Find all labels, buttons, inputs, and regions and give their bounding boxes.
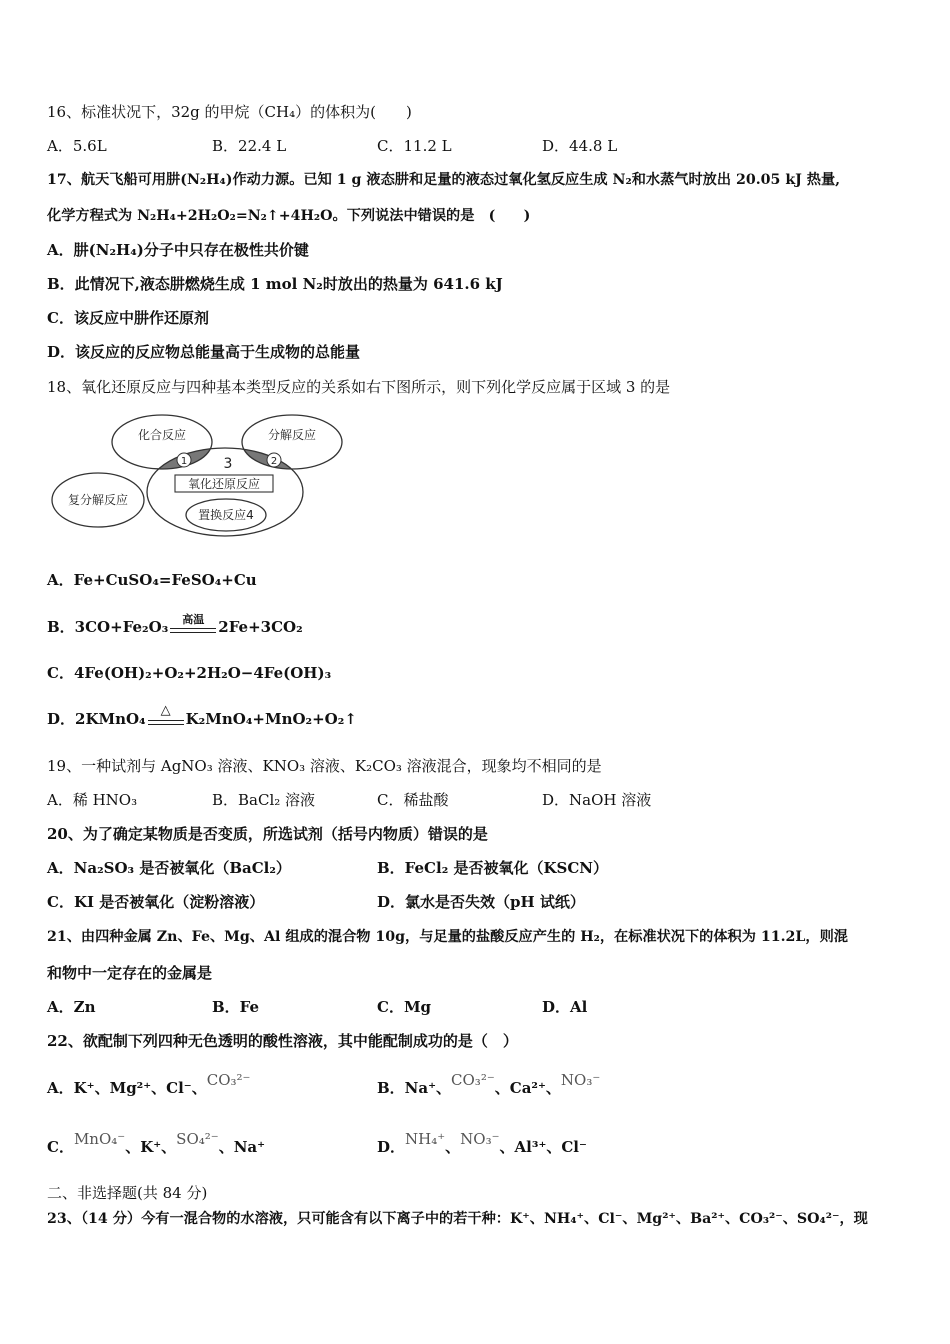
q22-c-ion2: SO₄²⁻ — [176, 1130, 219, 1148]
q21-option-d: D．Al — [542, 998, 588, 1016]
venn-svg — [50, 412, 350, 542]
q21-option-b: B．Fe — [212, 998, 260, 1016]
q18-option-a: A．Fe+CuSO₄=FeSO₄+Cu — [47, 571, 257, 589]
q22-d-text0: D． — [377, 1138, 406, 1156]
q22-c-text2: 、Na⁺ — [218, 1138, 266, 1156]
q22-a-text: A．K⁺、Mg²⁺、Cl⁻、 — [47, 1079, 207, 1097]
section2-title: 二、非选择题(共 84 分) — [47, 1184, 208, 1202]
q20-option-d: D．氯水是否失效（pH 试纸） — [377, 893, 585, 911]
q17-stem-line2: 化学方程式为 N₂H₄+2H₂O₂=N₂↑+4H₂O。下列说法中错误的是 ( ) — [47, 208, 531, 224]
q22-option-d — [377, 1130, 587, 1157]
q19-stem: 19、一种试剂与 AgNO₃ 溶液、KNO₃ 溶液、K₂CO₃ 溶液混合，现象均不相同的是 — [47, 757, 602, 775]
replacement-label: 置换反应4 — [198, 508, 254, 522]
q21-stem-line2: 和物中一定存在的金属是 — [47, 964, 213, 982]
q20-stem: 20、为了确定某物质是否变质，所选试剂（括号内物质）错误的是 — [47, 825, 488, 843]
q17-option-a: A．肼(N₂H₄)分子中只存在极性共价键 — [47, 241, 309, 259]
q22-b-ion2: NO₃⁻ — [560, 1071, 601, 1089]
q22-d-ion2: NO₃⁻ — [460, 1130, 500, 1148]
double-decomposition-label: 复分解反应 — [67, 493, 129, 507]
q22-c-ion1: MnO₄⁻ — [73, 1130, 126, 1148]
q22-option-a — [47, 1071, 251, 1098]
q22-c-text0: C． — [47, 1138, 74, 1156]
high-temp-condition — [168, 613, 218, 638]
redox-label: 氧化还原反应 — [187, 477, 261, 491]
q18-option-b-right: 2Fe+3CO₂ — [218, 618, 303, 636]
region3-label: 3 — [223, 456, 233, 472]
heat-label: △ — [160, 703, 171, 718]
q17-stem-line1: 17、航天飞船可用肼(N₂H₄)作动力源。已知 1 g 液态肼和足量的液态过氧化氢反应生成 N₂和水蒸气时放出 20.05 kJ 热量, — [47, 172, 841, 188]
q23-stem: 23、（14 分）今有一混合物的水溶液，只可能含有以下离子中的若干种：K⁺、NH₄⁺、Cl⁻、Mg²⁺、Ba²⁺、CO₃²⁻、SO₄²⁻，现 — [47, 1211, 868, 1227]
decomposition-label: 分解反应 — [267, 428, 317, 442]
q20-option-c: C．KI 是否被氧化（淀粉溶液） — [47, 893, 265, 911]
q19-option-c: C．稀盐酸 — [377, 791, 449, 809]
q22-b-text1: B．Na⁺、 — [377, 1079, 452, 1097]
high-temp-label: 高温 — [182, 613, 205, 626]
decomposition-ellipse — [242, 415, 342, 469]
q18-option-d-left: D．2KMnO₄ — [47, 710, 146, 728]
region1-label: 1 — [180, 456, 188, 467]
q16-option-d: D．44.8 L — [542, 137, 618, 155]
q19-option-a: A．稀 HNO₃ — [47, 791, 138, 809]
q16-option-a: A．5.6L — [47, 137, 107, 155]
reaction-venn-diagram — [50, 412, 350, 542]
q22-c-text1: 、K⁺、 — [125, 1138, 177, 1156]
q17-option-c: C．该反应中肼作还原剂 — [47, 309, 209, 327]
q22-d-text1: 、 — [445, 1138, 461, 1156]
q20-option-a: A．Na₂SO₃ 是否被氧化（BaCl₂） — [47, 859, 291, 877]
q17-option-d: D．该反应的反应物总能量高于生成物的总能量 — [47, 343, 361, 361]
q18-option-b-left: B．3CO+Fe₂O₃ — [47, 618, 169, 636]
combination-label: 化合反应 — [137, 428, 187, 442]
q22-option-b — [377, 1071, 601, 1098]
q22-a-ion: CO₃²⁻ — [206, 1071, 251, 1089]
q18-stem: 18、氧化还原反应与四种基本类型反应的关系如右下图所示，则下列化学反应属于区域 3 的是 — [47, 378, 671, 396]
q22-d-ion1: NH₄⁺ — [405, 1130, 446, 1148]
q21-option-c: C．Mg — [377, 998, 432, 1016]
q22-b-ion1: CO₃²⁻ — [451, 1071, 495, 1089]
q18-option-d-right: K₂MnO₄+MnO₂+O₂↑ — [185, 710, 357, 728]
q21-option-a: A．Zn — [47, 998, 96, 1016]
q17-option-b: B．此情况下,液态肼燃烧生成 1 mol N₂时放出的热量为 641.6 kJ — [47, 275, 503, 293]
q20-option-b: B．FeCl₂ 是否被氧化（KSCN） — [377, 859, 608, 877]
q22-option-c — [47, 1130, 266, 1157]
q18-option-b — [47, 613, 303, 638]
q22-d-text2: 、Al³⁺、Cl⁻ — [499, 1138, 587, 1156]
q21-stem-line1: 21、由四种金属 Zn、Fe、Mg、Al 组成的混合物 10g，与足量的盐酸反应产生的 H₂，在标准状况下的体积为 11.2L，则混 — [47, 929, 848, 945]
q19-option-d: D．NaOH 溶液 — [542, 791, 652, 809]
q22-stem: 22、欲配制下列四种无色透明的酸性溶液，其中能配制成功的是（ ） — [47, 1032, 518, 1050]
q18-option-c: C．4Fe(OH)₂+O₂+2H₂O−4Fe(OH)₃ — [47, 664, 332, 682]
q18-option-d — [47, 703, 357, 730]
heat-condition — [146, 703, 186, 730]
combination-ellipse — [112, 415, 212, 469]
q16-stem: 16、标准状况下，32g 的甲烷（CH₄）的体积为( ) — [47, 103, 412, 121]
q19-option-b: B．BaCl₂ 溶液 — [212, 791, 316, 809]
region2-label: 2 — [270, 456, 278, 467]
q16-option-b: B．22.4 L — [212, 137, 287, 155]
q22-b-text2: 、Ca²⁺、 — [494, 1079, 561, 1097]
q16-option-c: C．11.2 L — [377, 137, 452, 155]
